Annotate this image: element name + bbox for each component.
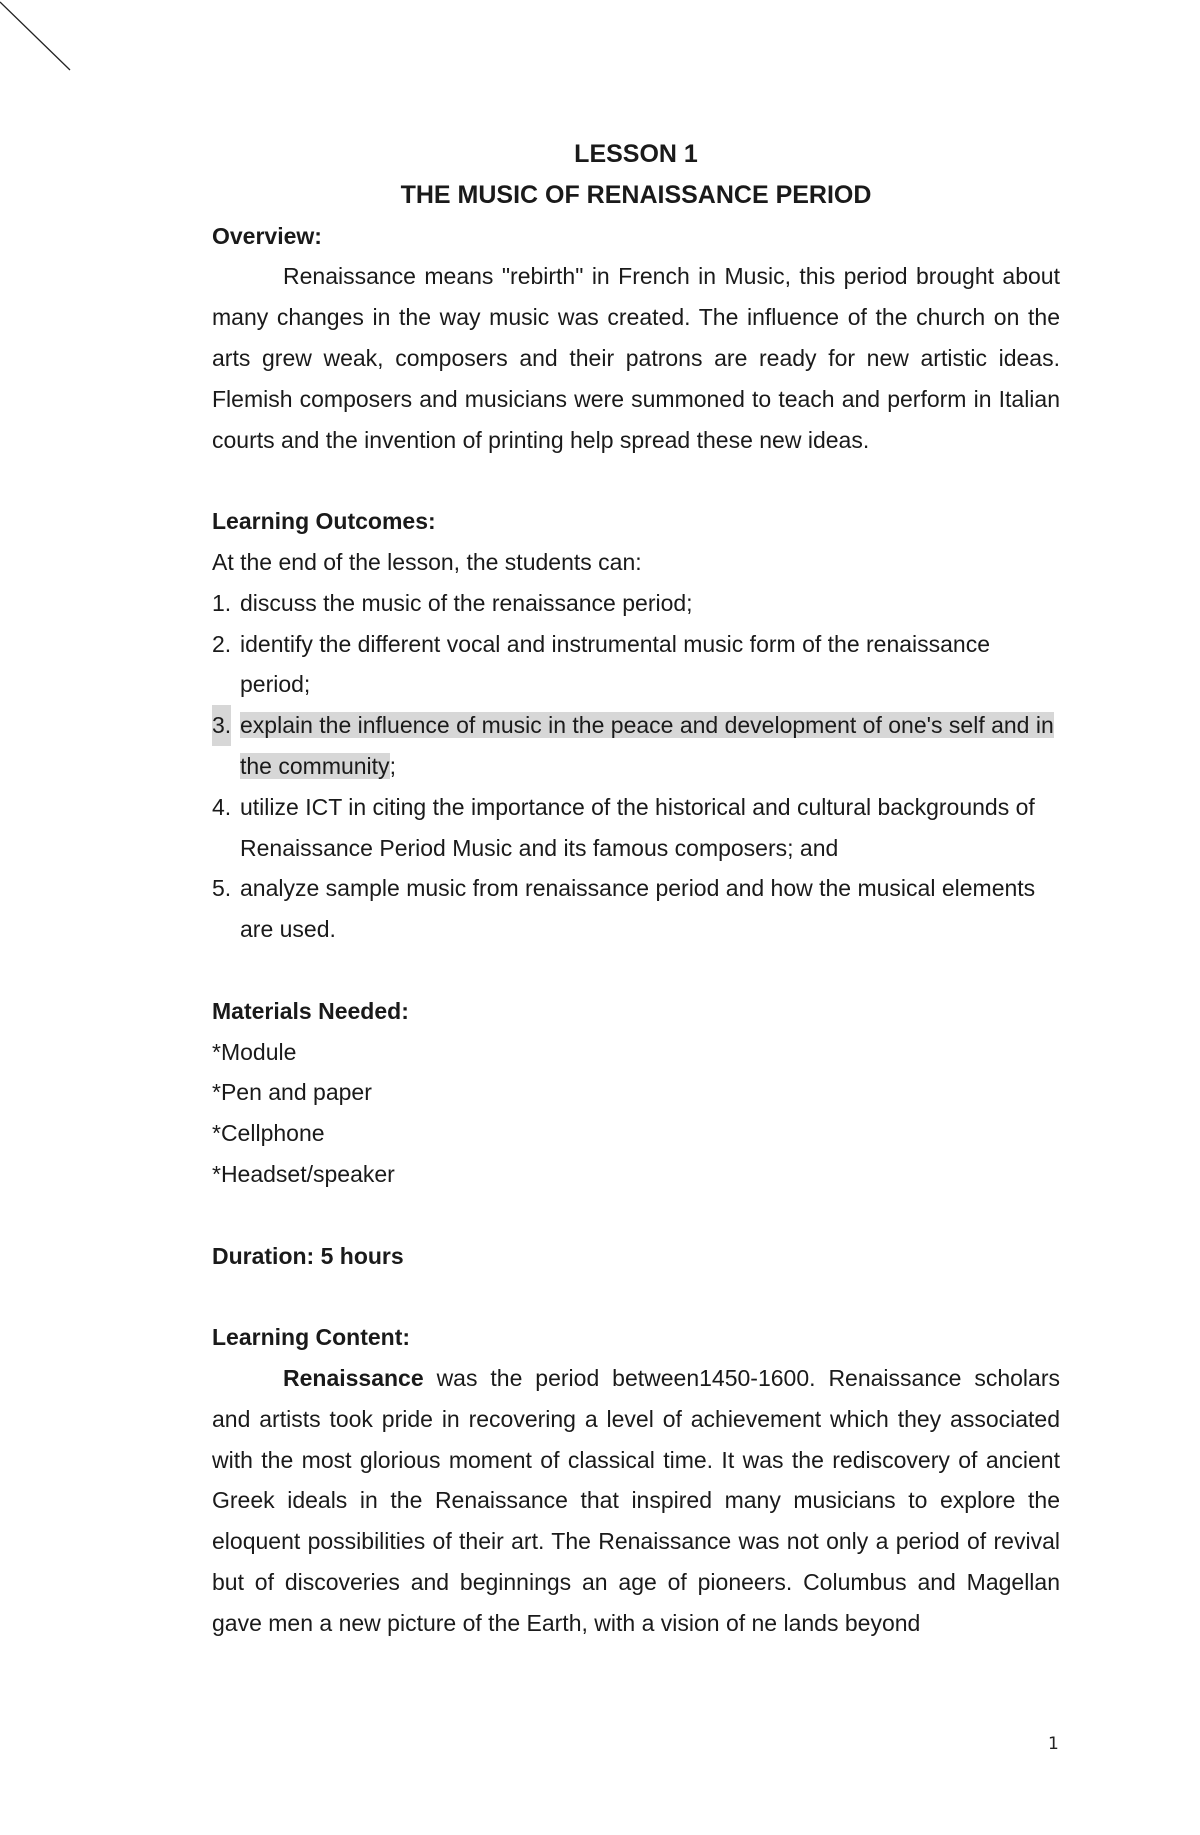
material-item: *Pen and paper xyxy=(212,1079,372,1106)
material-item: *Cellphone xyxy=(212,1120,325,1147)
learning-outcomes-intro: At the end of the lesson, the students can: xyxy=(212,548,642,575)
list-item xyxy=(212,583,1060,624)
corner-crop-mark xyxy=(0,0,80,80)
list-item-text: analyze sample music from renaissance period and how the musical elements are used. xyxy=(240,875,1036,943)
page-number: 1 xyxy=(1048,1734,1059,1754)
list-item xyxy=(212,705,1060,787)
list-item-text: discuss the music of the renaissance period; xyxy=(240,589,693,616)
highlighted-text: explain the influence of music in the peace and development of one's self and in the community xyxy=(240,712,1054,779)
list-item-number: 4. xyxy=(212,793,232,820)
learning-outcomes-heading: Learning Outcomes: xyxy=(212,508,436,535)
material-item: *Headset/speaker xyxy=(212,1160,395,1187)
learning-outcomes-list xyxy=(212,583,1060,950)
list-item-text: identify the different vocal and instrumental music form of the renaissance period; xyxy=(240,630,991,698)
learning-content-paragraph xyxy=(212,1358,1060,1644)
learning-content-heading: Learning Content: xyxy=(212,1324,411,1351)
list-item-number: 3. xyxy=(212,705,231,746)
list-item-number: 2. xyxy=(212,630,232,657)
overview-paragraph: Renaissance means "rebirth" in French in Music, this period brought about many changes in the way music was created. The influence of the church on the arts grew weak, composers and their patrons are ready for new artistic ideas. Flemish composers and musicians were summoned to teach and perform in Italian courts and the invention of printing help spread these new ideas. xyxy=(212,263,1060,453)
document-body xyxy=(212,134,1060,1643)
material-item: *Module xyxy=(212,1038,297,1065)
materials-heading: Materials Needed: xyxy=(212,997,409,1024)
list-item xyxy=(212,868,1060,950)
learning-content-text: was the period between1450-1600. Renaissance scholars and artists took pride in recovering a level of achievement which they associated with the most glorious moment of classical time. It was the rediscovery of ancient Greek ideals in the Renaissance that inspired many musicians to explore the eloquent possibilities of their art. The Renaissance was not only a period of revival but of discoveries and beginnings an age of pioneers. Columbus and Magellan gave men a new picture of the Earth, with a vision of ne lands beyond xyxy=(212,1364,1060,1636)
list-item xyxy=(212,624,1060,706)
lesson-title: THE MUSIC OF RENAISSANCE PERIOD xyxy=(400,180,872,209)
list-item-text-end: ; xyxy=(389,752,396,779)
list-item-text: utilize ICT in citing the importance of the historical and cultural backgrounds of Renaissance Period Music and its famous composers; and xyxy=(240,793,1035,861)
list-item-number: 5. xyxy=(212,875,232,902)
lesson-label: LESSON 1 xyxy=(574,140,698,168)
list-item-number: 1. xyxy=(212,589,232,616)
overview-heading: Overview: xyxy=(212,222,322,249)
list-item xyxy=(212,787,1060,869)
materials-list xyxy=(212,1032,1060,1195)
duration: Duration: 5 hours xyxy=(212,1242,404,1269)
lead-term: Renaissance xyxy=(283,1364,424,1391)
